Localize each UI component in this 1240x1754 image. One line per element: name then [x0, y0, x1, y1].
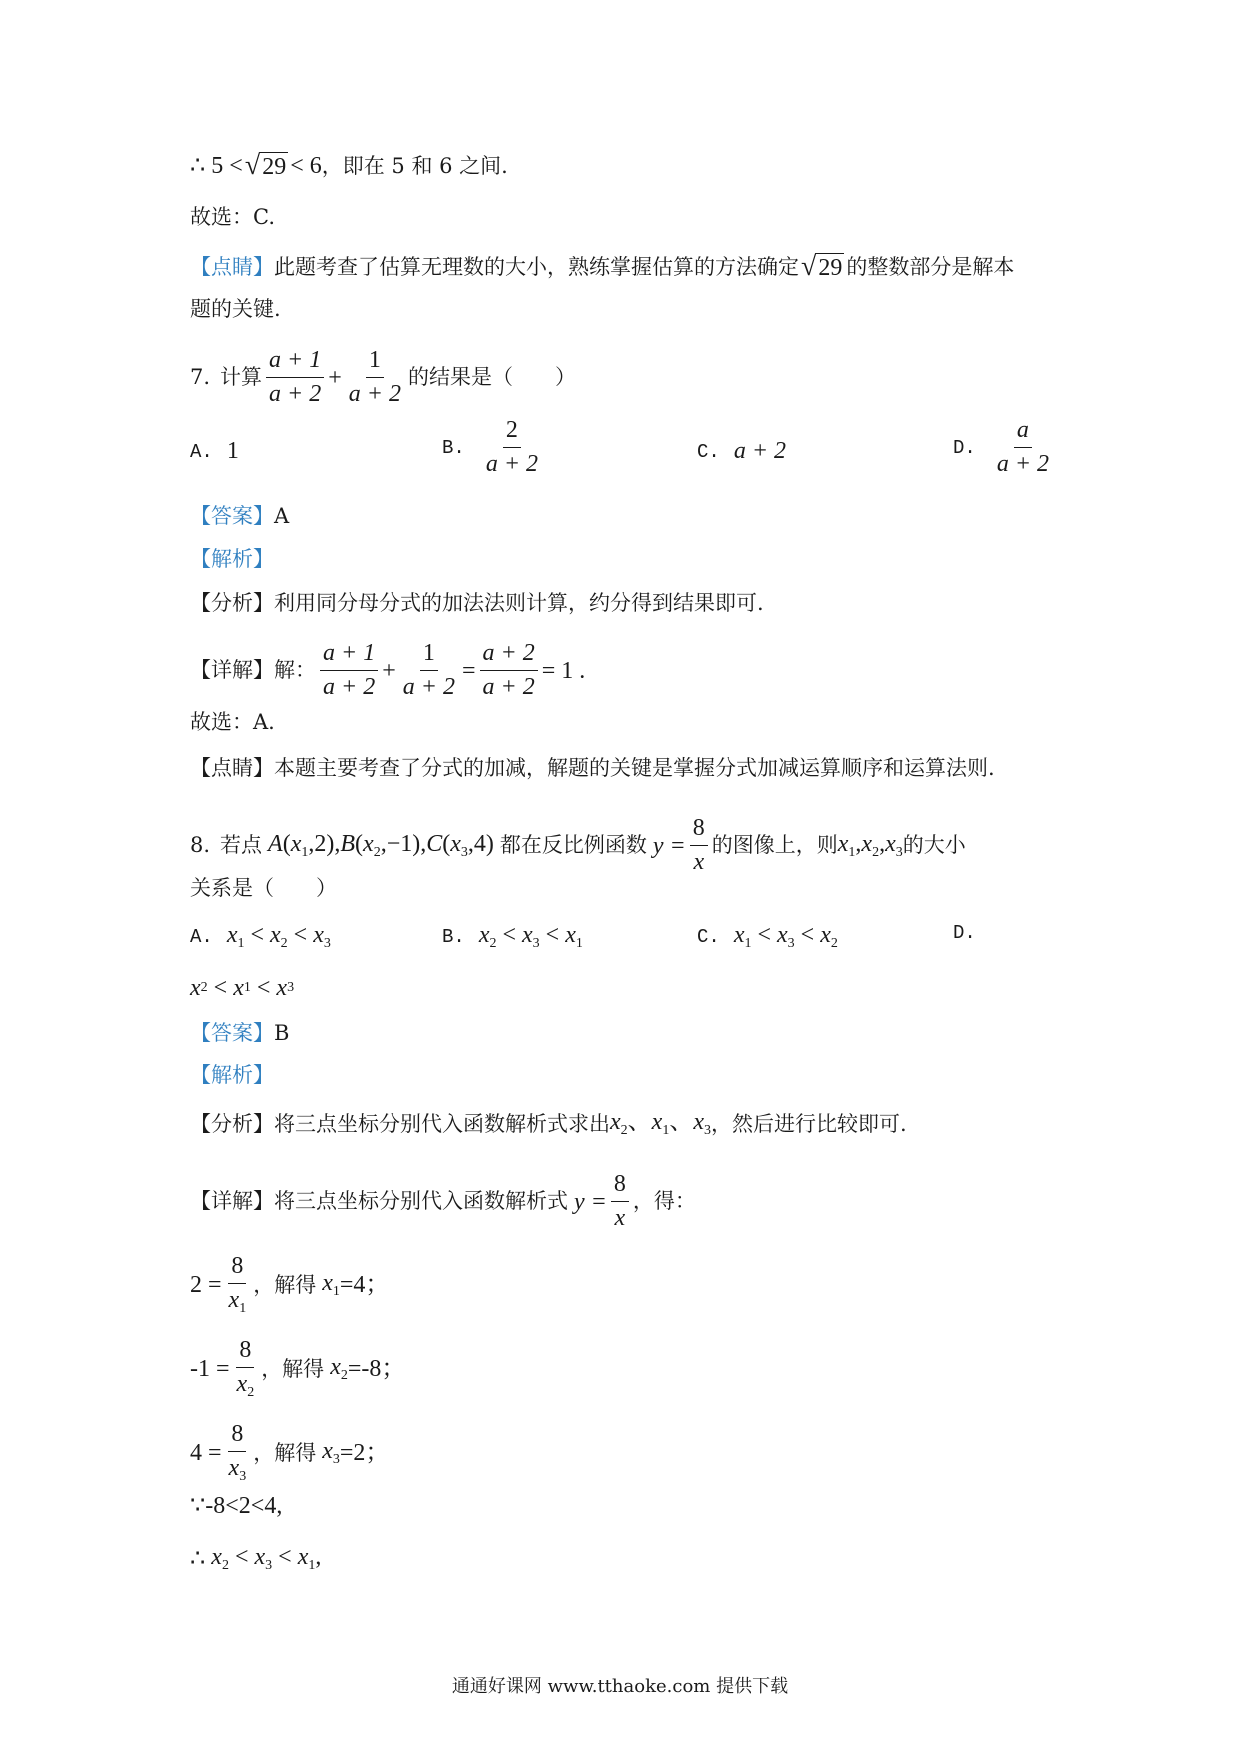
- solve-value: =2；: [339, 1440, 390, 1467]
- option-fraction: $\frac{a}{a + 2}$: [996, 417, 1050, 478]
- fraction-8-over-x2: $\frac{8}{x_2}$: [236, 1337, 255, 1401]
- option-b: [442, 922, 583, 952]
- option-value: $x_2 < x_3 < x_1$: [478, 922, 583, 951]
- lhs: -1 =: [190, 1356, 230, 1383]
- q7-analysis-tag: 【解析】: [190, 547, 274, 571]
- option-d: [953, 418, 1056, 477]
- answer-tag: 【答案】: [190, 504, 274, 528]
- lhs: 4 =: [190, 1440, 222, 1467]
- final-order: $x_2 < x_3 < x_1$,: [211, 1544, 322, 1573]
- fraction-1-over-a2: $\frac{1}{a + 2}$: [348, 347, 401, 408]
- stem-text-a: 计算: [220, 365, 263, 390]
- option-c: [697, 438, 786, 465]
- option-label: C.: [697, 440, 720, 463]
- q8-analysis-tag: 【解析】: [190, 1063, 274, 1087]
- page-footer: 通通好课网 www.tthaoke.com 提供下载: [451, 1676, 789, 1697]
- option-value: a + 2: [733, 438, 787, 464]
- points-expression: $A(x_1,2),B(x_2,-1),C(x_3,4)$: [268, 830, 500, 860]
- question-number: 8.: [190, 833, 211, 858]
- option-value: $x_1 < x_3 < x_2$: [733, 922, 838, 951]
- stem-text-b: 都在反比例函数: [499, 833, 647, 858]
- answer-value: A: [274, 504, 290, 528]
- solve-var: $x_2$: [330, 1354, 348, 1384]
- xiangjie-tag: 【详解】: [190, 1189, 274, 1214]
- fraction-a1-over-a2: $\frac{a + 1}{a + 2}$: [266, 348, 324, 407]
- option-d: [953, 922, 990, 944]
- line-conclusion-sqrt: [190, 152, 508, 180]
- plus-sign: +: [328, 364, 342, 391]
- dianjing-text-a: 此题考查了估算无理数的大小，熟练掌握估算的方法确定: [274, 254, 799, 279]
- lhs: 2 =: [190, 1272, 222, 1299]
- line-text: ，即在 5 和 6 之间.: [321, 153, 508, 178]
- option-label: B.: [442, 926, 465, 948]
- math-inequality: 5 <: [205, 153, 243, 180]
- q8-answer: [190, 1023, 289, 1044]
- therefore-symbol: ∴: [190, 153, 206, 180]
- option-value: 1: [226, 438, 239, 464]
- answer-value: B: [274, 1021, 290, 1045]
- solve-text: ，解得: [261, 1356, 325, 1381]
- option-label: C.: [697, 926, 720, 948]
- option-b: [442, 418, 545, 477]
- function-y: y =: [646, 832, 686, 859]
- option-label: B.: [442, 436, 465, 459]
- answer-tag: 【答案】: [190, 1021, 274, 1045]
- question-number: 7.: [190, 365, 211, 390]
- equals-sign: =: [461, 657, 476, 684]
- fraction-1: $\frac{a + 1}{a + 2}$: [320, 641, 378, 700]
- fenxi-text-b: ，然后进行比较即可.: [710, 1111, 907, 1136]
- stem-text-b: 的结果是（ ）: [408, 365, 576, 390]
- fraction-8-over-x: $\frac{8}{x}$: [611, 1172, 629, 1231]
- q8-xiangjie: [190, 1172, 696, 1231]
- result: = 1 .: [541, 657, 586, 684]
- function-y: y =: [568, 1188, 607, 1215]
- fraction-8-over-x3: $\frac{8}{x_3}$: [228, 1421, 247, 1485]
- option-a: [190, 438, 239, 465]
- xiangjie-text-b: ，得：: [632, 1189, 696, 1214]
- solve-text: ，解得: [253, 1440, 317, 1465]
- q8-fenxi: [190, 1110, 907, 1138]
- q7-xiangjie: [190, 641, 585, 700]
- dianjing-tag: 【点睛】: [190, 254, 274, 279]
- fenxi-tag: 【分析】: [190, 591, 274, 615]
- option-label: A.: [190, 926, 213, 948]
- q7-fenxi: [190, 593, 764, 614]
- option-a: [190, 922, 331, 952]
- sqrt-29-inline: √ 29: [801, 251, 843, 282]
- dianjing-text: 本题主要考查了分式的加减，解题的关键是掌握分式加减运算顺序和运算法则.: [274, 756, 995, 780]
- option-label: A.: [190, 440, 213, 463]
- solve-value: =4；: [339, 1272, 390, 1299]
- fraction-2: $\frac{1}{a + 2}$: [402, 640, 455, 701]
- stem-text-a: 若点: [220, 833, 263, 858]
- stem-text-d: 的大小: [902, 833, 966, 858]
- dianjing-tag: 【点睛】: [190, 756, 274, 780]
- option-label: D.: [953, 436, 976, 459]
- xiangjie-text-a: 将三点坐标分别代入函数解析式: [274, 1189, 568, 1214]
- question-7-stem: [190, 348, 576, 407]
- question-8-stem-line2: 关系是（ ）: [190, 876, 337, 900]
- variables-list: $x_2$、$x_1$、$x_3$: [610, 1109, 711, 1138]
- fenxi-tag: 【分析】: [190, 1111, 274, 1136]
- solve-text: ，解得: [253, 1272, 317, 1297]
- solve-var: $x_1$: [322, 1270, 340, 1300]
- q7-answer: [190, 506, 289, 527]
- option-fraction: $\frac{2}{a + 2}$: [485, 417, 539, 478]
- fenxi-text-a: 将三点坐标分别代入函数解析式求出: [274, 1111, 610, 1136]
- solve-value: =-8；: [347, 1356, 406, 1383]
- line-dianjing-6: [190, 253, 1014, 281]
- q7-dianjing: [190, 758, 995, 779]
- fenxi-text: 利用同分母分式的加法法则计算，约分得到结果即可.: [274, 591, 764, 615]
- line-choice-c: 故选：C.: [190, 205, 275, 229]
- fraction-3: $\frac{a + 2}{a + 2}$: [480, 641, 538, 700]
- option-value: $x_1 < x_2 < x_3$: [226, 922, 331, 951]
- math-inequality-right: < 6: [290, 153, 322, 180]
- line-dianjing-6-cont: 题的关键.: [190, 297, 281, 321]
- q7-choice: 故选：A.: [190, 710, 275, 734]
- therefore-line: [190, 1545, 321, 1573]
- option-label: D.: [953, 922, 976, 944]
- solve-x3: [190, 1422, 389, 1485]
- option-c: [697, 922, 838, 952]
- solve-x1: [190, 1254, 389, 1317]
- fraction-8-over-x1: $\frac{8}{x_1}$: [228, 1253, 247, 1317]
- question-8-stem: [190, 816, 966, 875]
- dianjing-text-b: 的整数部分是解本: [846, 254, 1015, 279]
- because-line: ∵-8<2<4,: [190, 1493, 283, 1519]
- stem-text-c: 的图像上，则: [711, 833, 838, 858]
- variables-list: $x_1,x_2,x_3$: [837, 830, 903, 860]
- fraction-8-over-x: $\frac{8}{x}$: [690, 816, 708, 875]
- xiangjie-prefix: 解：: [274, 658, 316, 683]
- solve-var: $x_3$: [322, 1438, 340, 1468]
- sqrt-29: √ 29: [244, 150, 287, 181]
- solve-x2: [190, 1338, 405, 1401]
- plus-sign: +: [382, 657, 396, 684]
- option-d-value: x 2 < x 1 < x 3: [190, 975, 295, 1001]
- therefore-symbol: ∴: [190, 1546, 206, 1572]
- xiangjie-tag: 【详解】: [190, 658, 274, 683]
